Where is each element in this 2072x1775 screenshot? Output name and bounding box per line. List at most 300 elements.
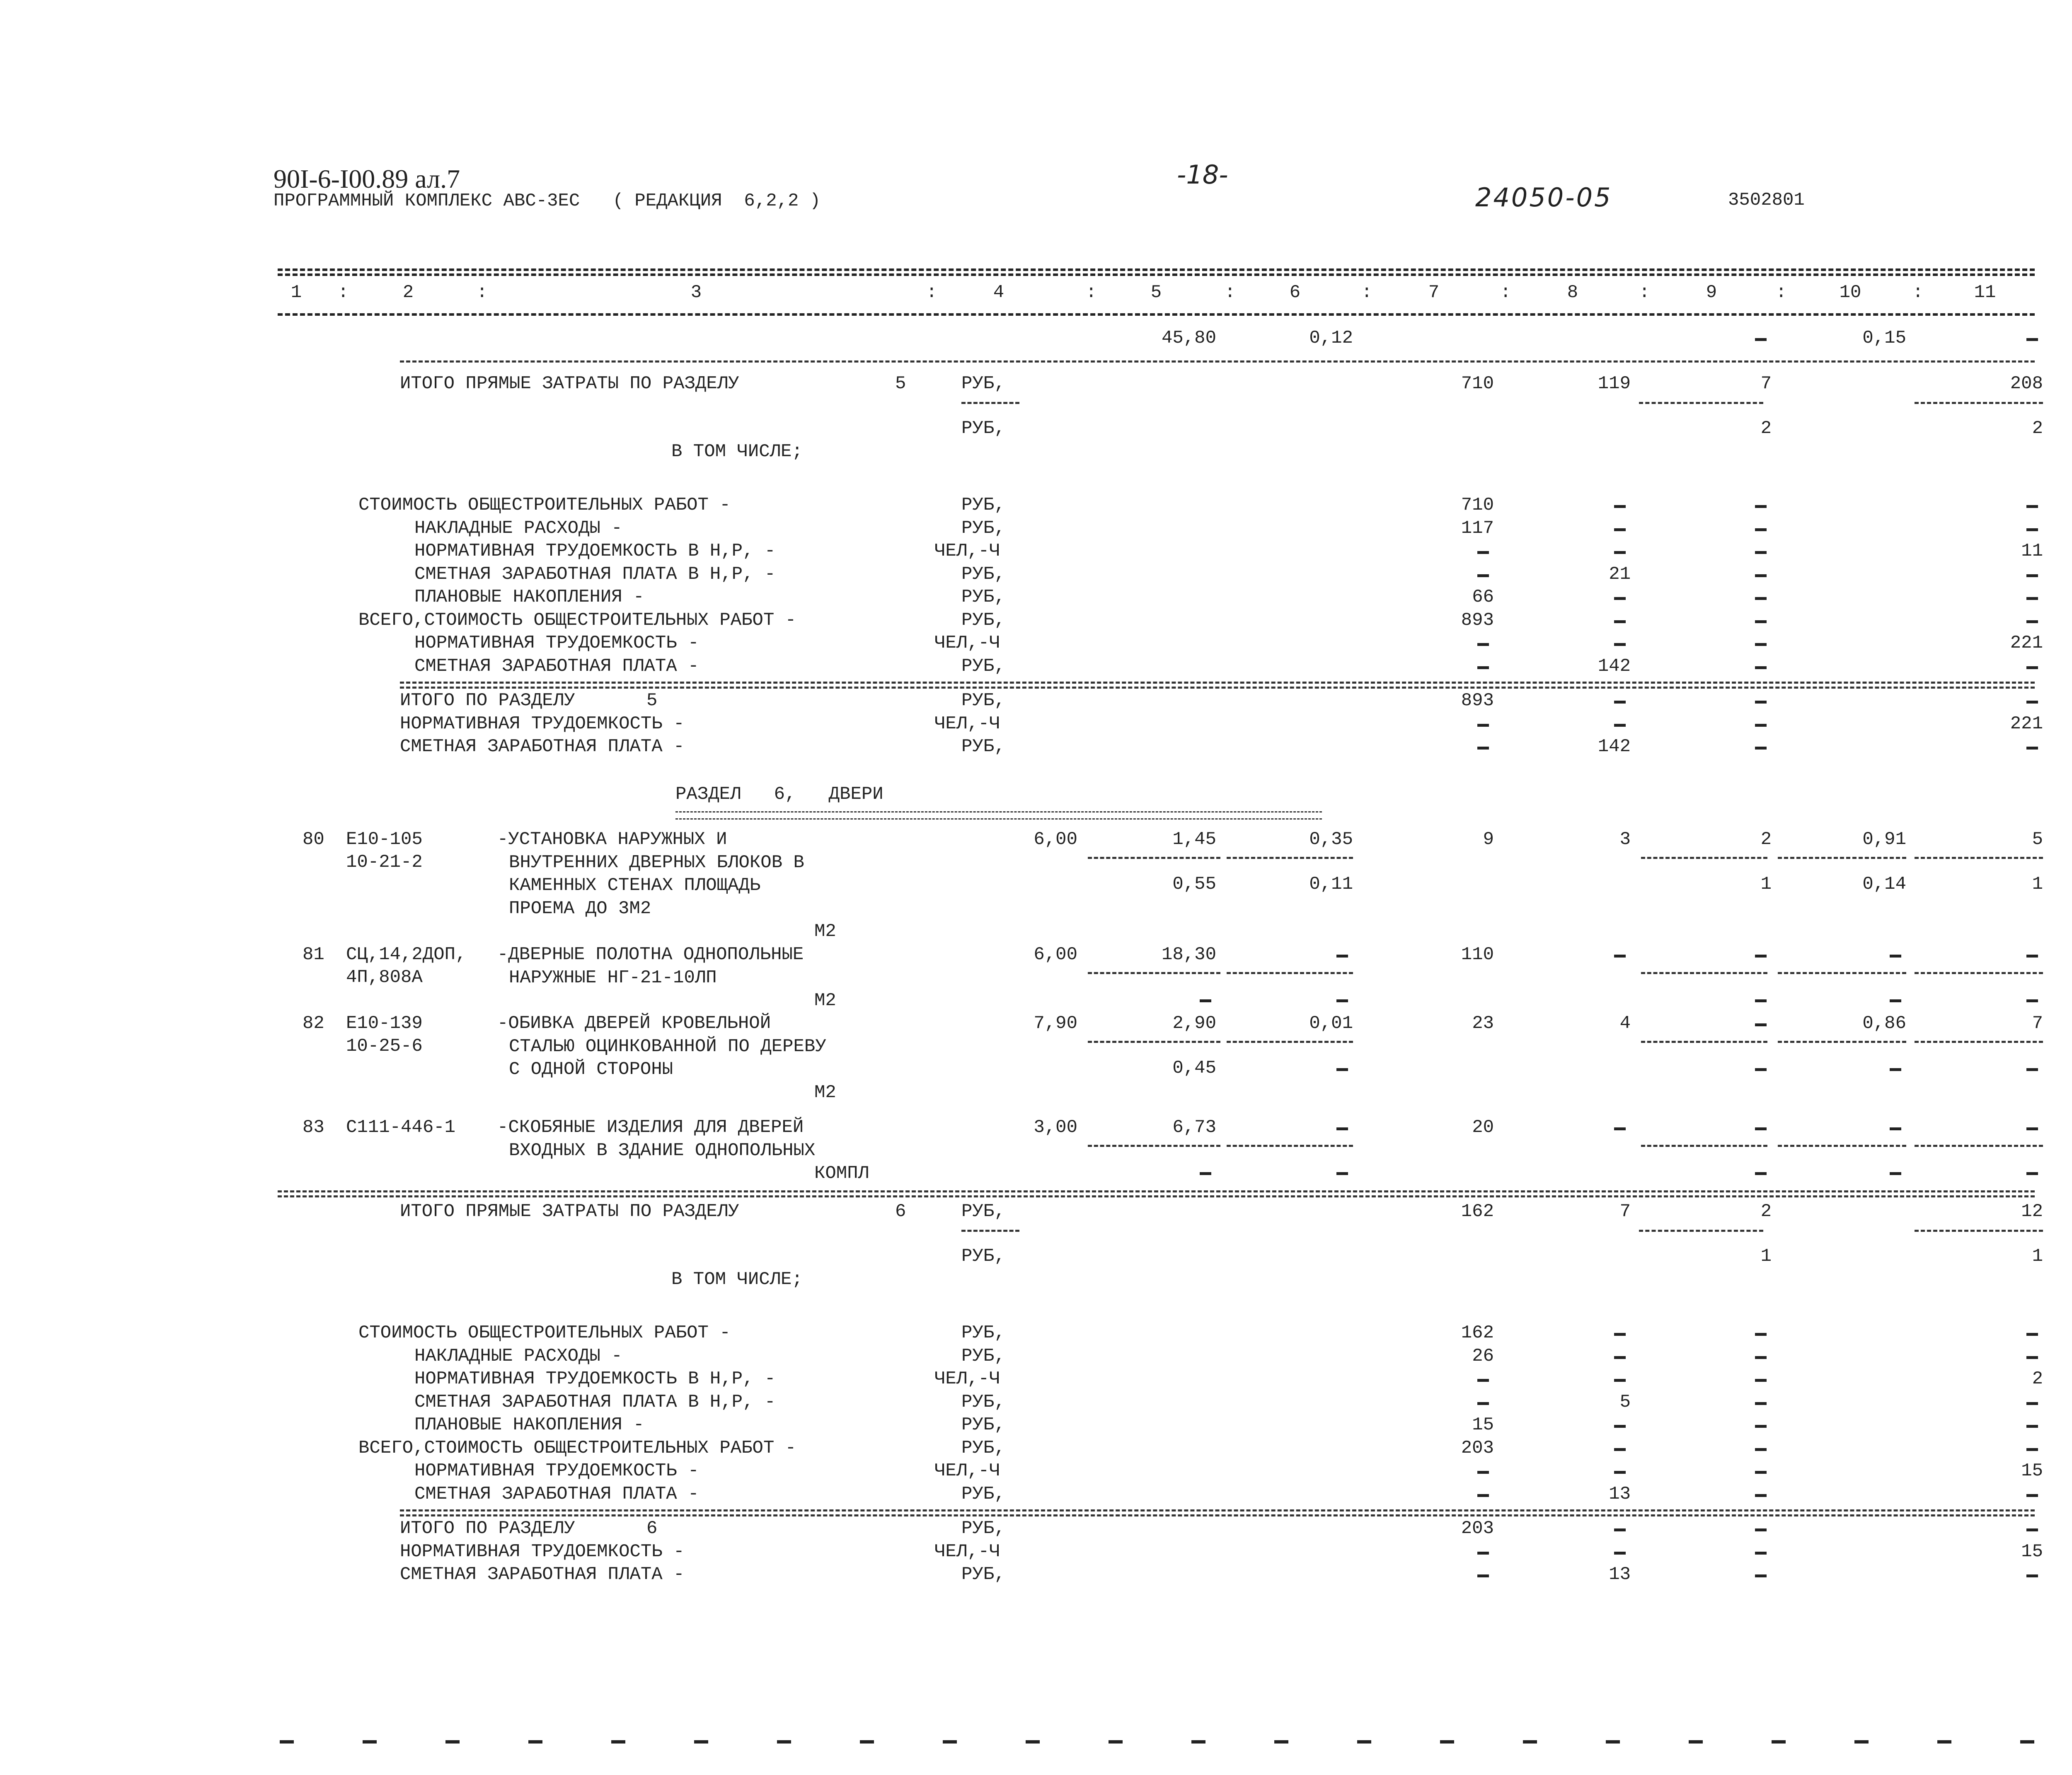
c10-underline — [1778, 1041, 1906, 1043]
breakdown-unit: ЧЕЛ,-Ч — [934, 1461, 1000, 1481]
c9-underline — [1639, 1230, 1763, 1232]
item-description: ПРОЕМА ДО 3М2 — [509, 898, 651, 919]
dash-mark — [1755, 597, 1767, 600]
c9-underline — [1641, 857, 1767, 859]
dash-mark — [1890, 1172, 1901, 1175]
column-separator: : — [1361, 282, 1372, 303]
breakdown-label: НАКЛАДНЫЕ РАСХОДЫ - — [414, 1345, 622, 1366]
column-header-4: 4 — [993, 282, 1005, 303]
breakdown-unit: РУБ, — [961, 1483, 1005, 1504]
item-unit: М2 — [814, 921, 836, 942]
dash-mark — [1336, 999, 1348, 1002]
breakdown-label: СТОИМОСТЬ ОБЩЕСТРОИТЕЛЬНЫХ РАБОТ - — [358, 495, 731, 515]
column-header-7: 7 — [1428, 282, 1440, 303]
dash-mark — [1755, 724, 1767, 727]
bottom-dash — [2020, 1740, 2034, 1744]
items-end-rule — [278, 1190, 2035, 1192]
doc-code: 90I-6-I00.89 ал.7 — [274, 164, 460, 193]
item-code: Е10-105 — [346, 829, 423, 850]
value-cell: 66 — [1472, 587, 1494, 607]
including-label: В ТОМ ЧИСЛЕ; — [671, 1269, 803, 1290]
bottom-dash — [1772, 1740, 1786, 1744]
header-top-rule — [278, 268, 2035, 271]
bottom-dash — [777, 1740, 791, 1744]
bottom-dash — [611, 1740, 625, 1744]
column-header-9: 9 — [1706, 282, 1717, 303]
value-cell: 710 — [1461, 373, 1494, 394]
stamp-number: 24050-05 — [1475, 182, 1612, 213]
including-label: В ТОМ ЧИСЛЕ; — [671, 441, 803, 462]
dash-mark — [1614, 505, 1626, 508]
value-cell: 2 — [1760, 418, 1772, 439]
item-code-2: 4П,808А — [346, 967, 423, 988]
item-description: -ДВЕРНЫЕ ПОЛОТНА ОДНОПОЛЬНЫЕ — [497, 944, 804, 965]
carry-c5: 45,80 — [1161, 328, 1216, 348]
breakdown-label: НОРМАТИВНАЯ ТРУДОЕМКОСТЬ В Н,Р, - — [414, 541, 776, 561]
item-description: С ОДНОЙ СТОРОНЫ — [509, 1059, 673, 1080]
dash-mark — [1755, 666, 1767, 669]
dash-mark — [1755, 1068, 1767, 1071]
section-title-underline — [675, 811, 1322, 820]
c5-underline — [1088, 972, 1220, 974]
item-number: 80 — [303, 829, 324, 850]
value-cell: 2 — [1760, 1201, 1772, 1222]
column-separator: : — [926, 282, 937, 303]
value-cell: 1 — [2032, 1246, 2043, 1267]
item-description: НАРУЖНЫЕ НГ-21-10ЛП — [509, 967, 717, 988]
breakdown-unit: ЧЕЛ,-Ч — [934, 633, 1000, 653]
bottom-dash — [1440, 1740, 1454, 1744]
value-cell: 23 — [1472, 1013, 1494, 1034]
dash-mark — [1336, 1172, 1348, 1175]
breakdown-unit: РУБ, — [961, 518, 1005, 539]
dash-mark — [2026, 666, 2038, 669]
dash-mark — [2026, 1333, 2038, 1336]
breakdown-unit: РУБ, — [961, 1437, 1005, 1458]
value-cell: 0,86 — [1862, 1013, 1906, 1034]
summary-unit: РУБ, — [961, 1564, 1005, 1585]
value-cell: 12 — [2021, 1201, 2043, 1222]
total-direct-unit: РУБ, — [961, 1201, 1005, 1222]
item-code: Е10-139 — [346, 1013, 423, 1034]
dash-mark — [1755, 999, 1767, 1002]
c10-underline — [1778, 1145, 1906, 1147]
carry-c11 — [2026, 338, 2038, 341]
column-header-1: 1 — [290, 282, 302, 303]
value-cell: 119 — [1598, 373, 1631, 394]
c6-underline — [1227, 1041, 1353, 1043]
summary-rule — [400, 1509, 2035, 1511]
c5-underline — [1088, 857, 1220, 859]
value-cell: 15 — [2021, 1541, 2043, 1562]
dash-mark — [1614, 1448, 1626, 1451]
dash-mark — [2026, 1574, 2038, 1577]
c11-underline — [1915, 1041, 2043, 1043]
dash-mark — [1755, 1356, 1767, 1359]
c5-underline — [1088, 1145, 1220, 1147]
value-cell: 893 — [1461, 690, 1494, 711]
carry-c6: 0,12 — [1309, 328, 1353, 348]
breakdown-unit: РУБ, — [961, 587, 1005, 607]
section-title: РАЗДЕЛ 6, ДВЕРИ — [675, 784, 884, 805]
bottom-dash — [1937, 1740, 1951, 1744]
value-cell: 6,73 — [1172, 1117, 1216, 1138]
program-line: ПРОГРАММНЫЙ КОМПЛЕКС АВС-3ЕС ( РЕДАКЦИЯ 6,2,2 ) — [274, 191, 821, 211]
summary-section: 6 — [646, 1518, 658, 1539]
column-separator: : — [1776, 282, 1787, 303]
dash-mark — [1890, 955, 1901, 958]
bottom-dash — [1606, 1740, 1620, 1744]
c10-underline — [1778, 857, 1906, 859]
unit-underline — [961, 402, 1019, 404]
item-description: ВНУТРЕННИХ ДВЕРНЫХ БЛОКОВ В — [509, 852, 804, 873]
value-cell: 18,30 — [1161, 944, 1216, 965]
dash-mark — [1614, 701, 1626, 704]
column-header-3: 3 — [690, 282, 702, 303]
total-direct-label: ИТОГО ПРЯМЫЕ ЗАТРАТЫ ПО РАЗДЕЛУ — [400, 373, 739, 394]
bottom-dash — [528, 1740, 542, 1744]
value-cell: 710 — [1461, 495, 1494, 515]
total-direct-unit: РУБ, — [961, 373, 1005, 394]
dash-mark — [1755, 574, 1767, 577]
item-description: -СКОБЯНЫЕ ИЗДЕЛИЯ ДЛЯ ДВЕРЕЙ — [497, 1117, 804, 1138]
dash-mark — [2026, 1356, 2038, 1359]
dash-mark — [1755, 1494, 1767, 1497]
dash-mark — [1200, 1172, 1211, 1175]
value-cell: 162 — [1461, 1201, 1494, 1222]
dash-mark — [2026, 1528, 2038, 1531]
breakdown-unit: РУБ, — [961, 495, 1005, 515]
value-cell: 203 — [1461, 1437, 1494, 1458]
dash-mark — [1477, 1379, 1489, 1382]
dash-mark — [1755, 1425, 1767, 1428]
bottom-dash — [1274, 1740, 1288, 1744]
breakdown-unit: РУБ, — [961, 563, 1005, 585]
dash-mark — [1614, 1127, 1626, 1130]
dash-mark — [1614, 620, 1626, 623]
breakdown-label: СТОИМОСТЬ ОБЩЕСТРОИТЕЛЬНЫХ РАБОТ - — [358, 1323, 731, 1343]
dash-mark — [2026, 955, 2038, 958]
dash-mark — [1614, 1471, 1626, 1474]
summary-rule-2 — [400, 1514, 2035, 1516]
summary-label: НОРМАТИВНАЯ ТРУДОЕМКОСТЬ - — [400, 713, 685, 734]
breakdown-label: НАКЛАДНЫЕ РАСХОДЫ - — [414, 518, 622, 539]
dash-mark — [1614, 1356, 1626, 1359]
value-cell: 20 — [1472, 1117, 1494, 1138]
dash-mark — [1614, 1379, 1626, 1382]
value-cell: 0,11 — [1309, 874, 1353, 895]
dash-mark — [2026, 1172, 2038, 1175]
summary-unit: ЧЕЛ,-Ч — [934, 713, 1000, 734]
dash-mark — [2026, 701, 2038, 704]
dash-mark — [1755, 1333, 1767, 1336]
value-cell: 110 — [1461, 944, 1494, 965]
column-separator: : — [1912, 282, 1924, 303]
bottom-dash — [860, 1740, 874, 1744]
dash-mark — [1614, 643, 1626, 646]
bottom-dash — [694, 1740, 708, 1744]
column-separator: : — [338, 282, 349, 303]
c6-underline — [1227, 1145, 1353, 1147]
bottom-dash — [1109, 1740, 1123, 1744]
dash-mark — [1614, 1425, 1626, 1428]
dash-mark — [1477, 724, 1489, 727]
bottom-dash — [1026, 1740, 1040, 1744]
value-cell: 0,14 — [1862, 874, 1906, 895]
bottom-dash — [1191, 1740, 1205, 1744]
value-cell: 142 — [1598, 736, 1631, 757]
bottom-dash — [1854, 1740, 1869, 1744]
value-cell: 1 — [1760, 874, 1772, 895]
value-cell: 221 — [2010, 633, 2043, 653]
summary-rule — [400, 682, 2035, 684]
breakdown-label: ПЛАНОВЫЕ НАКОПЛЕНИЯ - — [414, 1415, 644, 1435]
value-cell: 3 — [1619, 829, 1631, 850]
item-number: 83 — [303, 1117, 324, 1138]
dash-mark — [1477, 643, 1489, 646]
item-description: КАМЕННЫХ СТЕНАХ ПЛОЩАДЬ — [509, 875, 761, 896]
column-header-11: 11 — [1974, 282, 1996, 303]
total-direct-label: ИТОГО ПРЯМЫЕ ЗАТРАТЫ ПО РАЗДЕЛУ — [400, 1201, 739, 1222]
breakdown-label: ВСЕГО,СТОИМОСТЬ ОБЩЕСТРОИТЕЛЬНЫХ РАБОТ - — [358, 609, 796, 631]
item-number: 82 — [303, 1013, 324, 1034]
breakdown-unit: ЧЕЛ,-Ч — [934, 541, 1000, 561]
dash-mark — [1477, 551, 1489, 554]
dash-mark — [1477, 1471, 1489, 1474]
item-qty: 6,00 — [1034, 944, 1077, 965]
value-cell: 15 — [1472, 1415, 1494, 1435]
c6-underline — [1227, 857, 1353, 859]
value-cell: 221 — [2010, 713, 2043, 734]
bottom-dash — [1689, 1740, 1703, 1744]
dash-mark — [1755, 1448, 1767, 1451]
value-cell: 7 — [1760, 373, 1772, 394]
value-cell: 1 — [2032, 874, 2043, 895]
dash-mark — [1755, 955, 1767, 958]
column-separator: : — [477, 282, 488, 303]
dash-mark — [2026, 505, 2038, 508]
item-description: ВХОДНЫХ В ЗДАНИЕ ОДНОПОЛЬНЫХ — [509, 1140, 816, 1161]
breakdown-label: НОРМАТИВНАЯ ТРУДОЕМКОСТЬ В Н,Р, - — [414, 1369, 776, 1389]
dash-mark — [1755, 505, 1767, 508]
breakdown-label: ПЛАНОВЫЕ НАКОПЛЕНИЯ - — [414, 587, 644, 607]
summary-unit: РУБ, — [961, 736, 1005, 757]
summary-label: СМЕТНАЯ ЗАРАБОТНАЯ ПЛАТА - — [400, 736, 685, 757]
breakdown-unit: РУБ, — [961, 1391, 1005, 1412]
value-cell: 0,35 — [1309, 829, 1353, 850]
item-unit: КОМПЛ — [814, 1163, 869, 1184]
carry-c10: 0,15 — [1862, 328, 1906, 348]
item-description: СТАЛЬЮ ОЦИНКОВАННОЙ ПО ДЕРЕВУ — [509, 1036, 826, 1057]
total-direct-sub-unit: РУБ, — [961, 1246, 1005, 1267]
breakdown-unit: ЧЕЛ,-Ч — [934, 1369, 1000, 1389]
page-number: -18- — [1177, 160, 1228, 190]
dash-mark — [1614, 1333, 1626, 1336]
column-separator: : — [1639, 282, 1650, 303]
dash-mark — [2026, 1068, 2038, 1071]
header-bottom-rule — [278, 313, 2035, 316]
value-cell: 2 — [1760, 829, 1772, 850]
breakdown-unit: РУБ, — [961, 1323, 1005, 1343]
breakdown-label: СМЕТНАЯ ЗАРАБОТНАЯ ПЛАТА В Н,Р, - — [414, 563, 776, 585]
value-cell: 117 — [1461, 518, 1494, 539]
dash-mark — [1890, 999, 1901, 1002]
header-top-rule-2 — [278, 273, 2035, 276]
total-direct-section: 6 — [895, 1201, 906, 1222]
dash-mark — [2026, 1448, 2038, 1451]
dash-mark — [1755, 1471, 1767, 1474]
bottom-dash — [1523, 1740, 1537, 1744]
value-cell: 7 — [2032, 1013, 2043, 1034]
dash-mark — [1200, 999, 1211, 1002]
dash-mark — [1614, 528, 1626, 531]
dash-mark — [1755, 528, 1767, 531]
dash-mark — [2026, 999, 2038, 1002]
bottom-dash — [1357, 1740, 1371, 1744]
ref-number: 3502801 — [1728, 190, 1805, 210]
column-header-6: 6 — [1289, 282, 1301, 303]
value-cell: 11 — [2021, 541, 2043, 561]
value-cell: 2,90 — [1172, 1013, 1216, 1034]
dash-mark — [1755, 1552, 1767, 1555]
c5-underline — [1088, 1041, 1220, 1043]
value-cell: 203 — [1461, 1518, 1494, 1539]
dash-mark — [1755, 551, 1767, 554]
item-code: С111-446-1 — [346, 1117, 456, 1138]
c9-underline — [1641, 1041, 1767, 1043]
c11-underline — [1915, 857, 2043, 859]
dash-mark — [1477, 1552, 1489, 1555]
dash-mark — [1614, 955, 1626, 958]
summary-label: СМЕТНАЯ ЗАРАБОТНАЯ ПЛАТА - — [400, 1564, 685, 1585]
dash-mark — [2026, 528, 2038, 531]
breakdown-label: СМЕТНАЯ ЗАРАБОТНАЯ ПЛАТА - — [414, 1483, 699, 1504]
summary-unit: ЧЕЛ,-Ч — [934, 1541, 1000, 1562]
dash-mark — [1755, 1402, 1767, 1405]
breakdown-label: НОРМАТИВНАЯ ТРУДОЕМКОСТЬ - — [414, 1461, 699, 1481]
breakdown-unit: РУБ, — [961, 609, 1005, 631]
dash-mark — [1614, 597, 1626, 600]
bottom-dash — [363, 1740, 377, 1744]
summary-unit: РУБ, — [961, 1518, 1005, 1539]
summary-label: ИТОГО ПО РАЗДЕЛУ — [400, 690, 575, 711]
summary-label: ИТОГО ПО РАЗДЕЛУ — [400, 1518, 575, 1539]
c9-underline — [1639, 402, 1763, 404]
dash-mark — [1614, 1528, 1626, 1531]
item-code-2: 10-21-2 — [346, 852, 423, 873]
dash-mark — [2026, 1425, 2038, 1428]
column-header-2: 2 — [402, 282, 414, 303]
dash-mark — [1755, 1574, 1767, 1577]
summary-unit: РУБ, — [961, 690, 1005, 711]
c11-underline — [1915, 1145, 2043, 1147]
value-cell: 1,45 — [1172, 829, 1216, 850]
breakdown-label: СМЕТНАЯ ЗАРАБОТНАЯ ПЛАТА - — [414, 655, 699, 677]
bottom-dash — [280, 1740, 294, 1744]
total-direct-section: 5 — [895, 373, 906, 394]
unit-underline — [961, 1230, 1019, 1232]
value-cell: 208 — [2010, 373, 2043, 394]
breakdown-label: СМЕТНАЯ ЗАРАБОТНАЯ ПЛАТА В Н,Р, - — [414, 1391, 776, 1412]
item-qty: 7,90 — [1034, 1013, 1077, 1034]
c9-underline — [1641, 972, 1767, 974]
dash-mark — [1755, 1528, 1767, 1531]
value-cell: 7 — [1619, 1201, 1631, 1222]
dash-mark — [2026, 747, 2038, 750]
value-cell: 5 — [1619, 1391, 1631, 1412]
item-number: 81 — [303, 944, 324, 965]
dash-mark — [1755, 701, 1767, 704]
value-cell: 0,01 — [1309, 1013, 1353, 1034]
dash-mark — [1614, 724, 1626, 727]
value-cell: 21 — [1609, 563, 1631, 585]
item-qty: 3,00 — [1034, 1117, 1077, 1138]
value-cell: 4 — [1619, 1013, 1631, 1034]
breakdown-unit: РУБ, — [961, 655, 1005, 677]
bottom-dash — [943, 1740, 957, 1744]
summary-section: 5 — [646, 690, 658, 711]
column-separator: : — [1225, 282, 1236, 303]
value-cell: 26 — [1472, 1345, 1494, 1366]
column-separator: : — [1086, 282, 1097, 303]
dash-mark — [2026, 597, 2038, 600]
value-cell: 13 — [1609, 1564, 1631, 1585]
dash-mark — [2026, 574, 2038, 577]
value-cell: 5 — [2032, 829, 2043, 850]
item-code: СЦ,14,2ДОП, — [346, 944, 467, 965]
summary-label: НОРМАТИВНАЯ ТРУДОЕМКОСТЬ - — [400, 1541, 685, 1562]
value-cell: 13 — [1609, 1483, 1631, 1504]
c11-underline — [1915, 1230, 2043, 1232]
value-cell: 15 — [2021, 1461, 2043, 1481]
item-unit: М2 — [814, 1082, 836, 1103]
total-direct-sub-unit: РУБ, — [961, 418, 1005, 439]
c11-underline — [1915, 972, 2043, 974]
column-header-5: 5 — [1150, 282, 1162, 303]
breakdown-unit: РУБ, — [961, 1345, 1005, 1366]
dash-mark — [1336, 1068, 1348, 1071]
column-header-8: 8 — [1567, 282, 1578, 303]
value-cell: 1 — [1760, 1246, 1772, 1267]
value-cell: 142 — [1598, 655, 1631, 677]
c11-underline — [1915, 402, 2043, 404]
breakdown-label: НОРМАТИВНАЯ ТРУДОЕМКОСТЬ - — [414, 633, 699, 653]
c9-underline — [1641, 1145, 1767, 1147]
column-header-10: 10 — [1839, 282, 1861, 303]
value-cell: 0,91 — [1862, 829, 1906, 850]
dash-mark — [1614, 1552, 1626, 1555]
value-cell: 2 — [2032, 418, 2043, 439]
dash-mark — [1755, 643, 1767, 646]
item-description: -ОБИВКА ДВЕРЕЙ КРОВЕЛЬНОЙ — [497, 1013, 771, 1034]
column-separator: : — [1500, 282, 1511, 303]
dash-mark — [1755, 620, 1767, 623]
dash-mark — [1755, 1127, 1767, 1130]
c10-underline — [1778, 972, 1906, 974]
dash-mark — [1755, 747, 1767, 750]
value-cell: 0,45 — [1172, 1058, 1216, 1079]
item-description: -УСТАНОВКА НАРУЖНЫХ И — [497, 829, 727, 850]
breakdown-unit: РУБ, — [961, 1415, 1005, 1435]
summary-rule-2 — [400, 687, 2035, 689]
dash-mark — [2026, 1402, 2038, 1405]
carry-rule — [400, 360, 2035, 363]
c6-underline — [1227, 972, 1353, 974]
dash-mark — [1755, 1172, 1767, 1175]
breakdown-label: ВСЕГО,СТОИМОСТЬ ОБЩЕСТРОИТЕЛЬНЫХ РАБОТ - — [358, 1437, 796, 1458]
value-cell: 9 — [1483, 829, 1494, 850]
dash-mark — [1614, 551, 1626, 554]
